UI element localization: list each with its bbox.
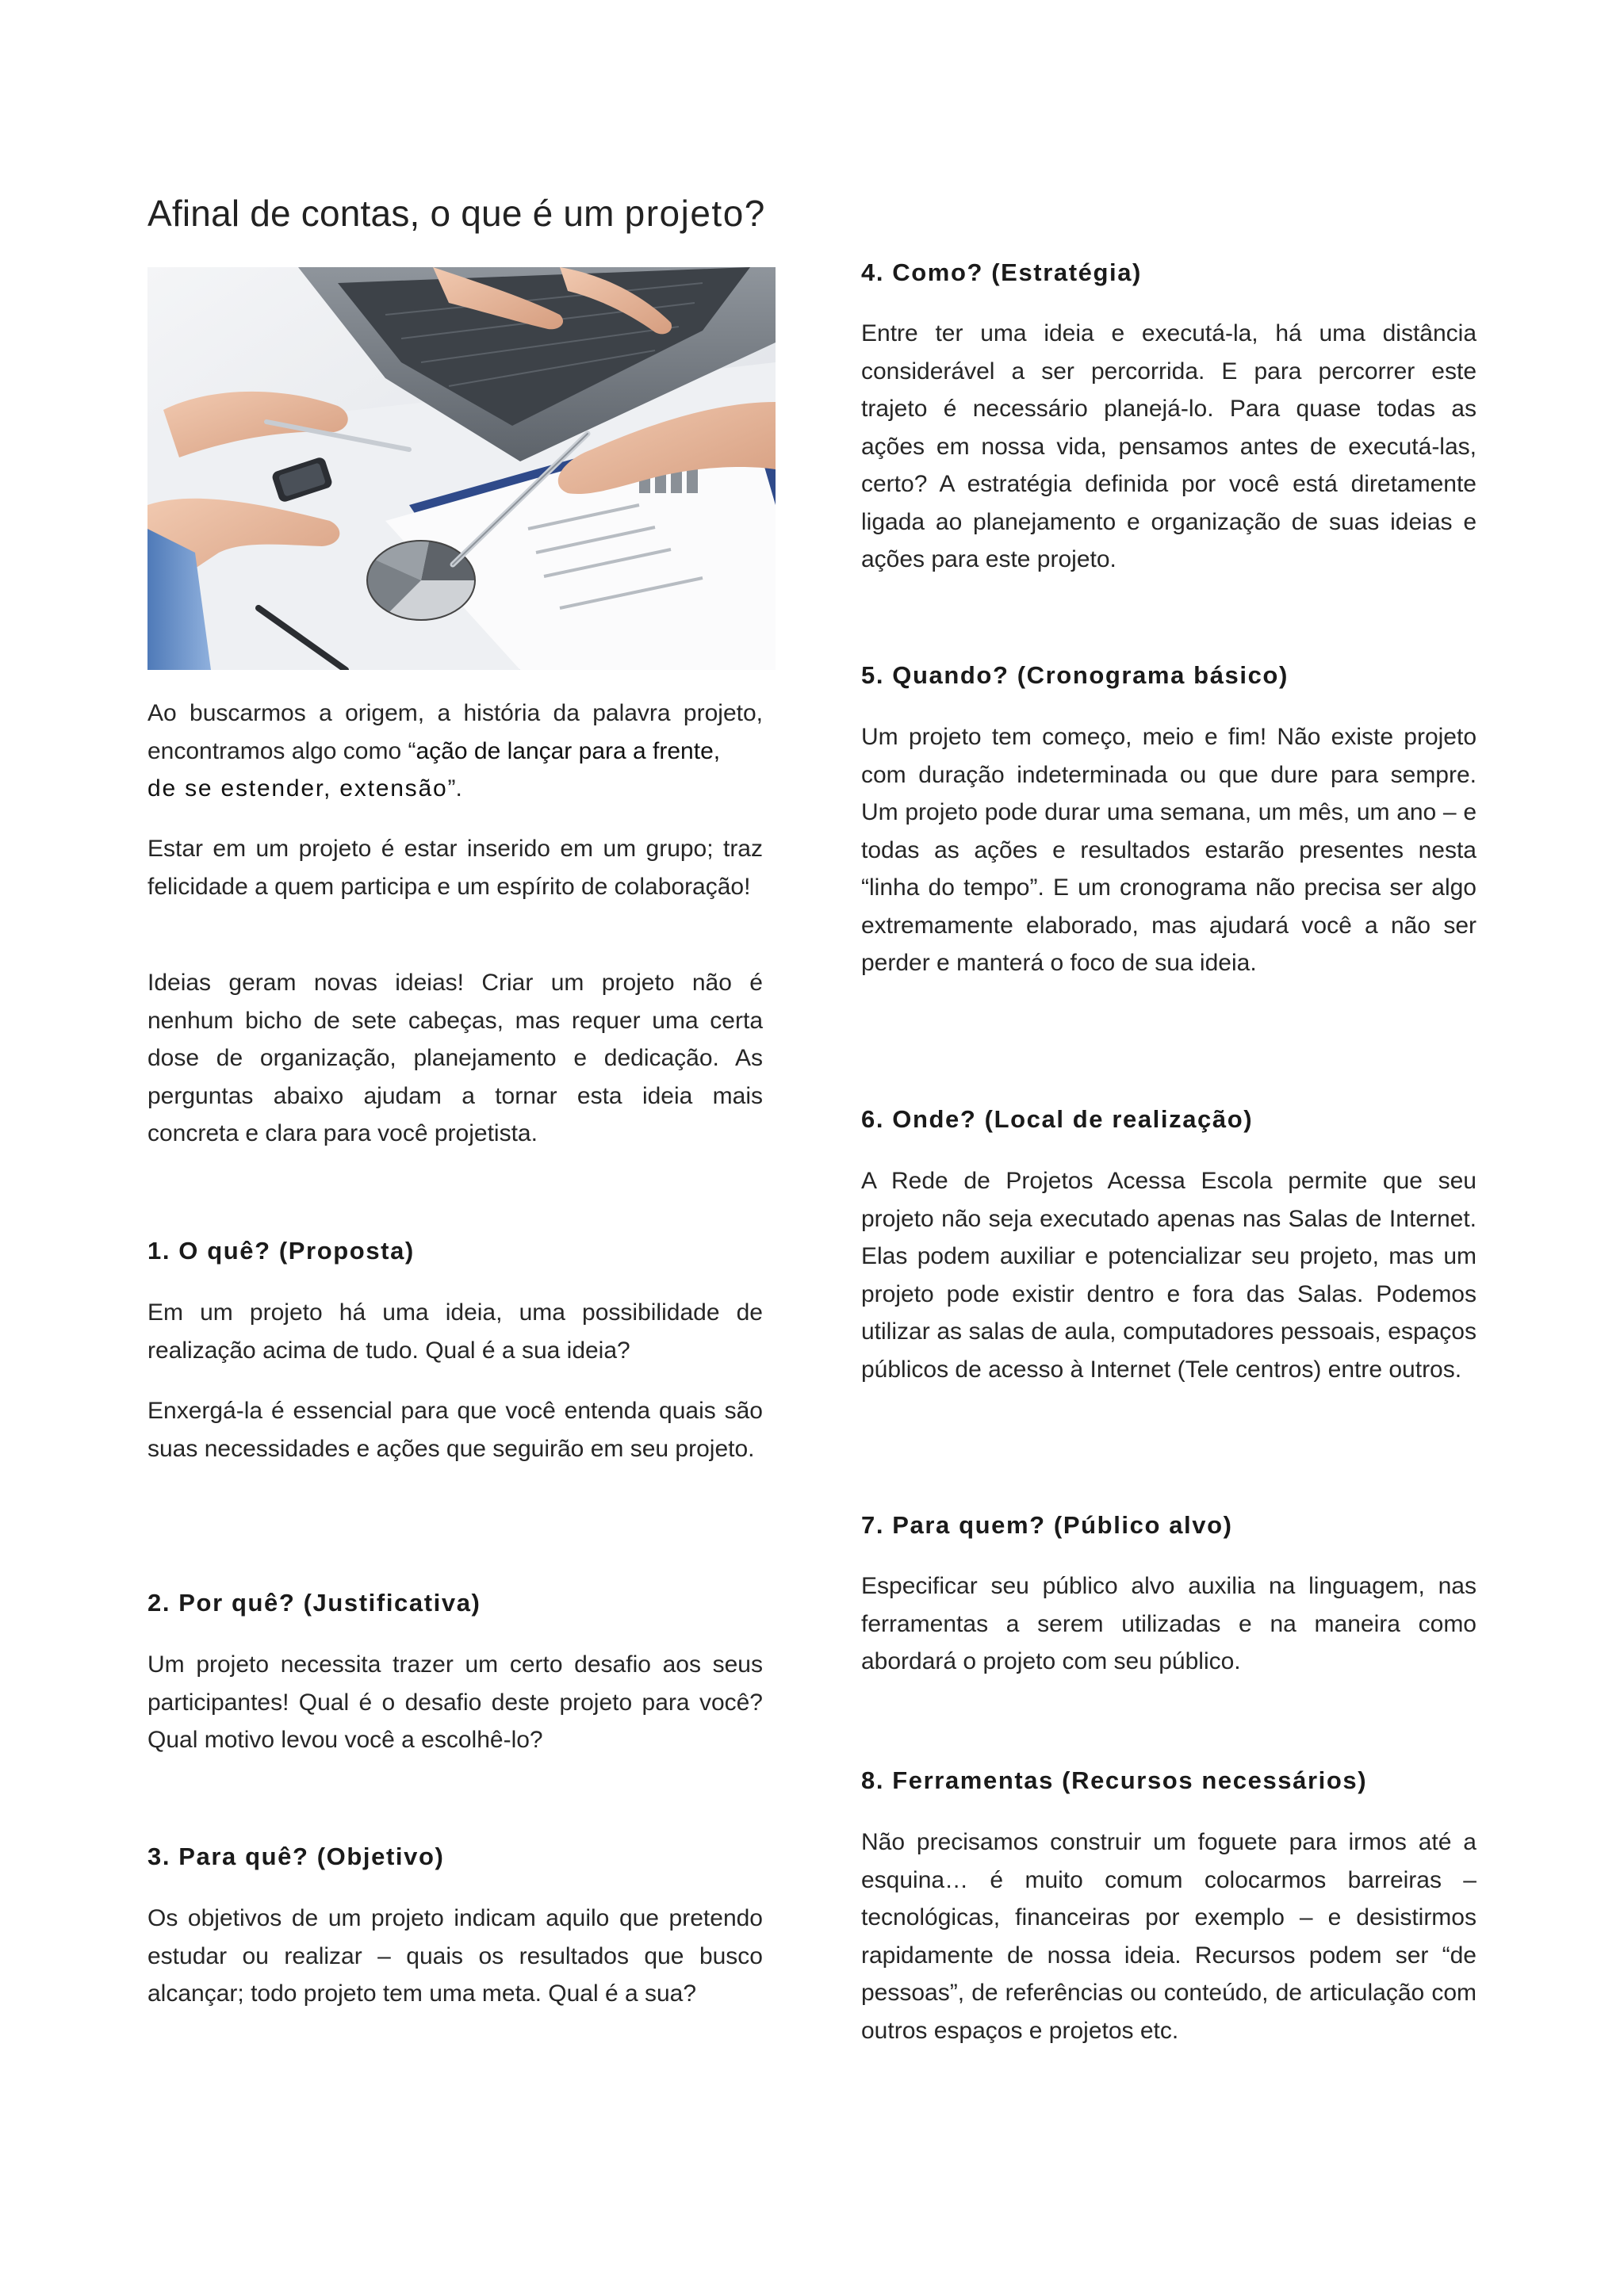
- intro-paragraph-2: Estar em um projeto é estar inserido em um grupo; traz felicidade a quem participa e um espírito de colaboração!: [147, 836, 763, 900]
- intro-quote-2: de se estender, extensão: [147, 775, 448, 802]
- section-5-paragraph: Um projeto tem começo, meio e fim! Não existe projeto com duração indeterminada ou que dure para sempre. Um projeto pode durar uma semana, um mês, um ano – e todas as ações e resultados estarão presentes nesta “linha do tempo”. E um cronograma não precisa ser algo extremamente elaborado, mas ajudará você a não ser perder e manterá o foco de sua ideia.: [861, 724, 1477, 976]
- page-title: [147, 192, 766, 235]
- section-1-paragraph-2: Enxergá-la é essencial para que você entenda quais são suas necessidades e ações que seguirão em seu projeto.: [147, 1398, 763, 1462]
- section-3-heading: 3. Para quê? (Objetivo): [147, 1843, 445, 1870]
- section-5-heading: 5. Quando? (Cronograma básico): [861, 661, 1289, 689]
- section-4-paragraph: Entre ter uma ideia e executá-la, há uma distância considerável a ser percorrida. E para percorrer este trajeto é necessário planejá-lo. Para quase todas as ações em nossa vida, pensamos antes de executá-las, certo? A estratégia definida por você está diretamente ligada ao planejamento e organização de suas ideias e ações para este projeto.: [861, 320, 1477, 572]
- section-8-heading: 8. Ferramentas (Recursos necessários): [861, 1766, 1368, 1794]
- intro-text: Ao buscarmos a origem, a história da palavra projeto, encontramos algo como “: [147, 700, 763, 764]
- intro-quote: ação de lançar para a frente,: [416, 737, 721, 764]
- section-6-paragraph: A Rede de Projetos Acessa Escola permite que seu projeto não seja executado apenas nas Salas de Internet. Elas podem auxiliar e potencializar seu projeto, mas um projeto pode existir dentro e fora das Salas. Podemos utilizar as salas de aula, computadores pessoais, espaços públicos de acesso à Internet (Tele centros) entre outros.: [861, 1168, 1477, 1383]
- section-7-paragraph: Especificar seu público alvo auxilia na linguagem, nas ferramentas a serem utilizadas e na maneira como abordará o projeto com seu público.: [861, 1573, 1477, 1674]
- section-2-heading: 2. Por quê? (Justificativa): [147, 1589, 481, 1617]
- section-3-paragraph: Os objetivos de um projeto indicam aquilo que pretendo estudar ou realizar – quais os resultados que busco alcançar; todo projeto tem uma meta. Qual é a sua?: [147, 1905, 763, 2007]
- intro-quote-end: ”.: [447, 775, 462, 802]
- section-7-heading: 7. Para quem? (Público alvo): [861, 1511, 1233, 1539]
- section-6-heading: 6. Onde? (Local de realização): [861, 1105, 1254, 1133]
- page-title-prefix: Afinal de contas, o que é um: [147, 193, 625, 234]
- intro-paragraph-3: Ideias geram novas ideias! Criar um projeto não é nenhum bicho de sete cabeças, mas requer uma certa dose de organização, planejamento e dedicação. As perguntas abaixo ajudam a tornar esta ideia mais concreta e clara para você projetista.: [147, 970, 763, 1146]
- intro-paragraph-1: [147, 695, 763, 808]
- section-1-paragraph-1: Em um projeto há uma ideia, uma possibilidade de realização acima de tudo. Qual é a sua ideia?: [147, 1299, 763, 1364]
- section-1-heading: 1. O quê? (Proposta): [147, 1237, 415, 1265]
- section-2-paragraph: Um projeto necessita trazer um certo desafio aos seus participantes! Qual é o desafio deste projeto para você? Qual motivo levou você a escolhê-lo?: [147, 1651, 763, 1753]
- page-title-emphasis: projeto?: [624, 193, 766, 234]
- section-8-paragraph: Não precisamos construir um foguete para irmos até a esquina… é muito comum colocarmos barreiras – tecnológicas, financeiras por exemplo – e desistirmos rapidamente de nossa ideia. Recursos podem ser “de pessoas”, de referências ou conteúdo, de articulação com outros espaços e projetos etc.: [861, 1829, 1477, 2044]
- hands-laptop-photo: [147, 267, 776, 670]
- section-4-heading: 4. Como? (Estratégia): [861, 258, 1142, 286]
